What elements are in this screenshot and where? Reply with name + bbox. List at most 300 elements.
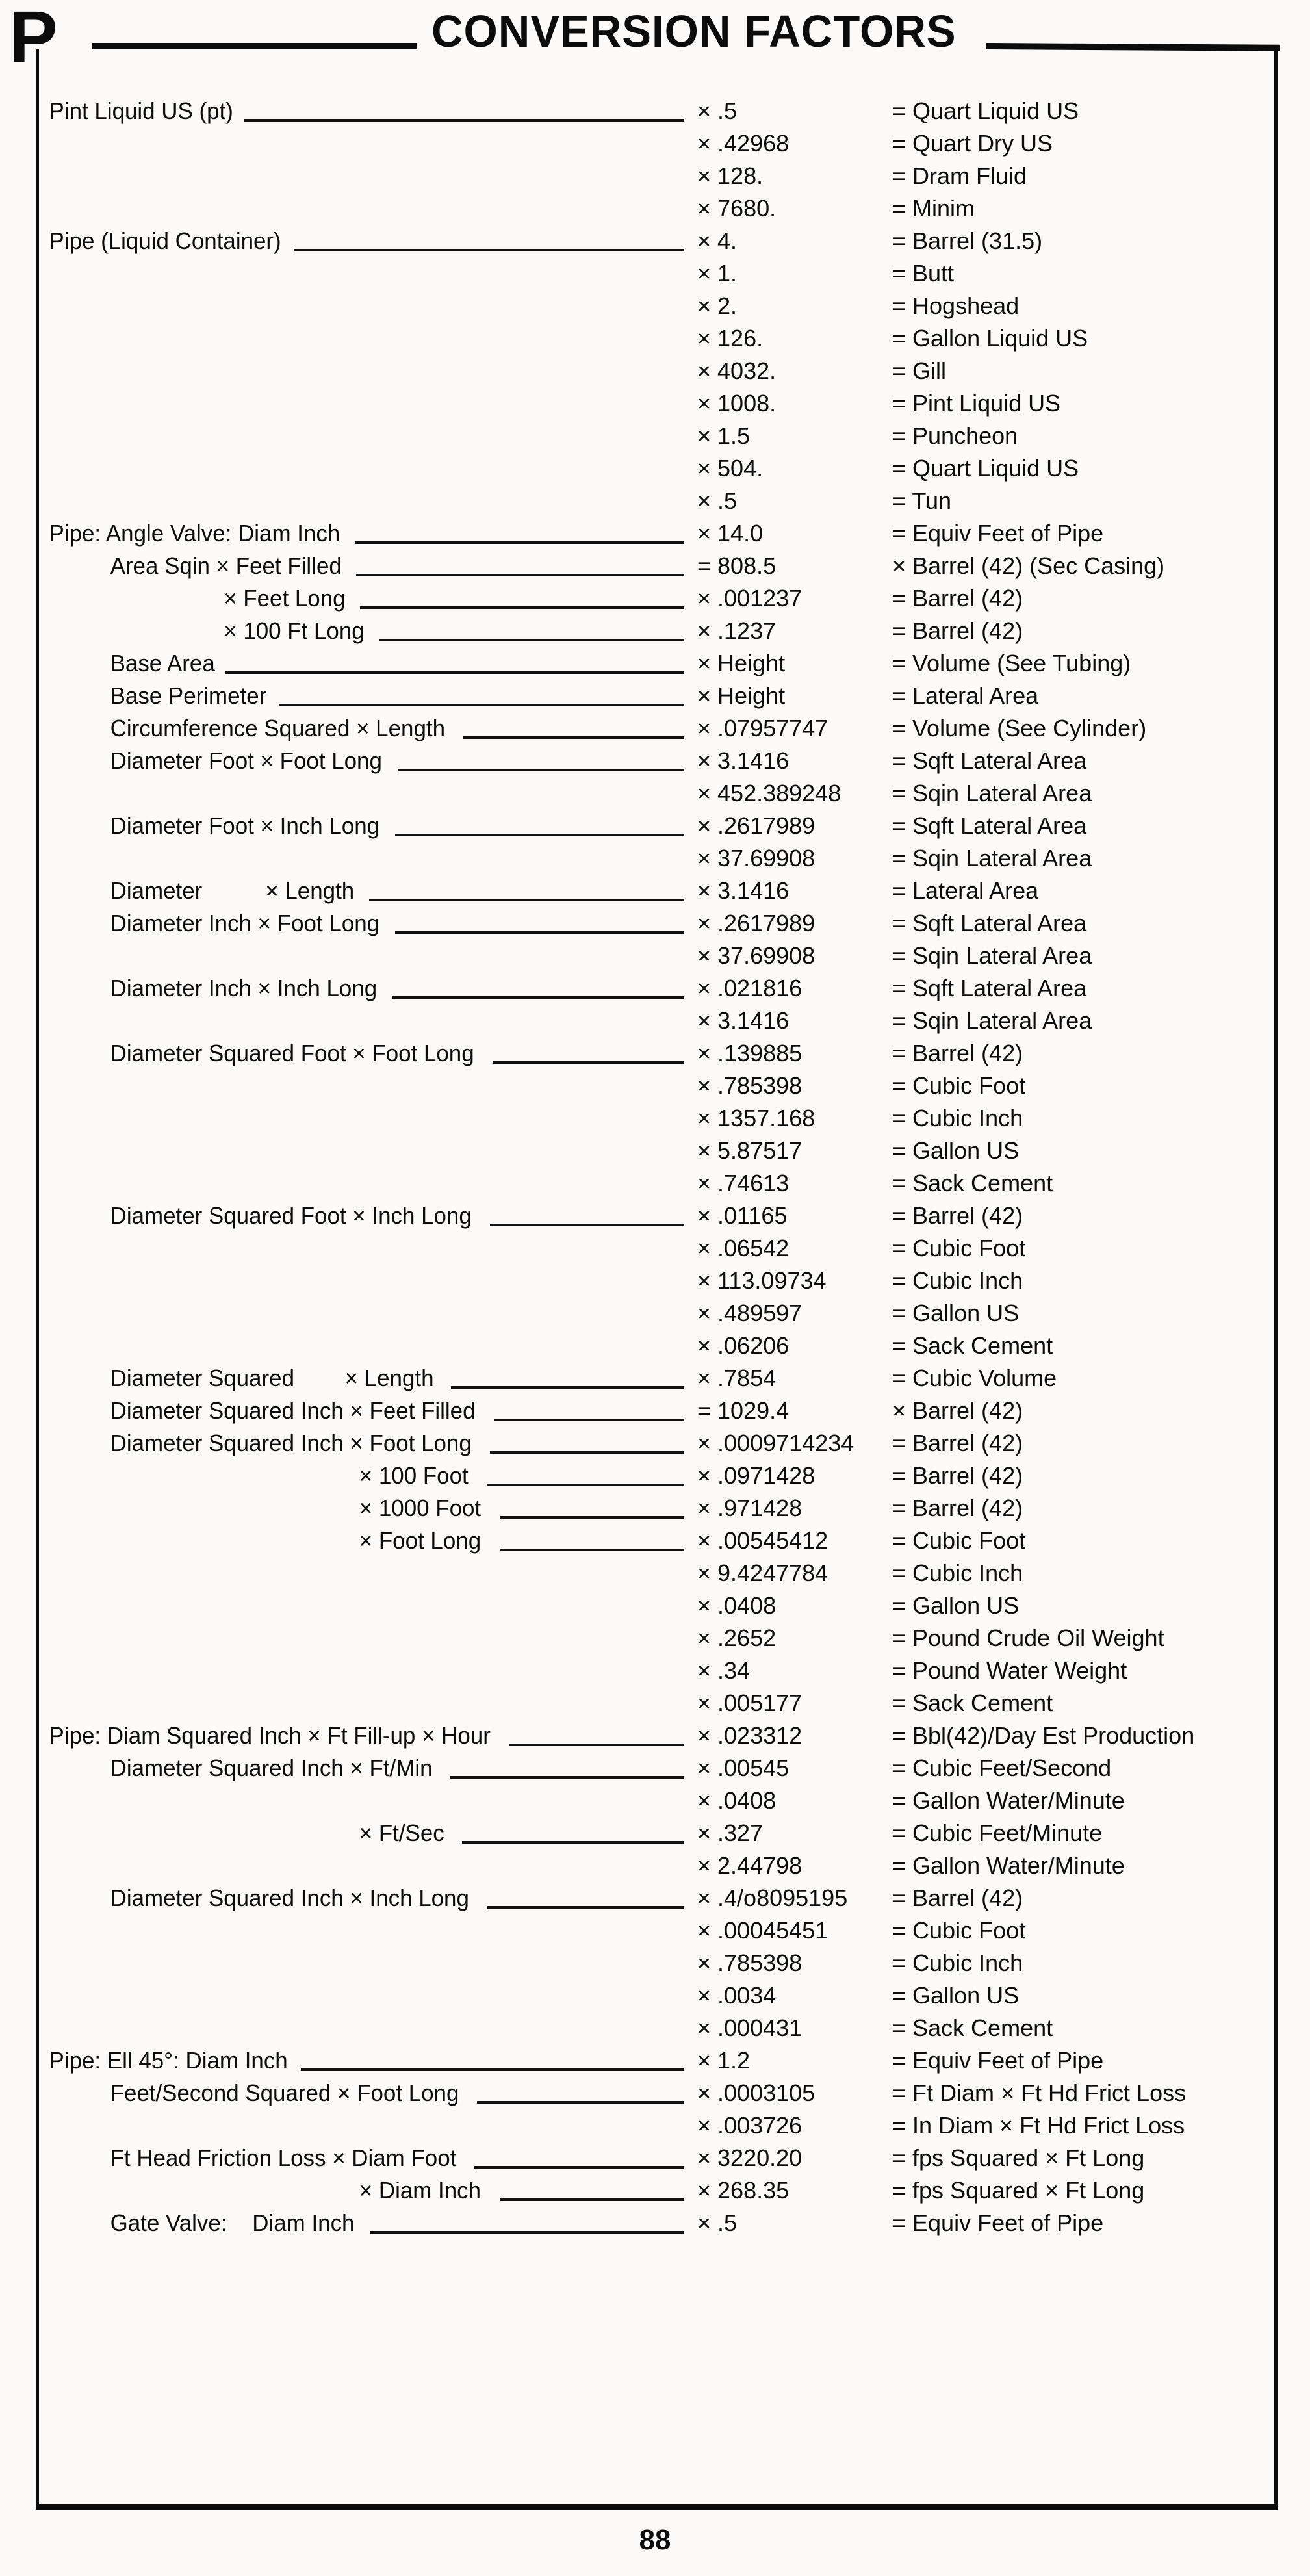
conversion-row [39,1492,1274,1525]
conversion-row [39,1687,1274,1719]
row-label: Diameter Squared Inch × Ft/Min [110,1755,433,1781]
row-result: = Quart Dry US [892,130,1053,157]
conversion-row [39,1719,1274,1752]
conversion-row [39,2077,1274,2109]
row-label: Feet/Second Squared × Foot Long [110,2080,459,2106]
conversion-row [39,1525,1274,1557]
conversion-table [39,49,1274,2239]
row-result: = Sqft Lateral Area [892,975,1087,1001]
row-label-zone [39,615,697,647]
row-factor: = 1029.4 [697,1397,790,1424]
leader-line [451,1362,684,1389]
conversion-row [39,257,1274,290]
row-label: Pipe: Ell 45°: Diam Inch [49,2047,288,2074]
row-result: = Barrel (42) [892,1495,1023,1521]
conversion-row [39,1135,1274,1167]
row-label: Pipe (Liquid Container) [49,227,281,254]
conversion-row [39,1784,1274,1817]
header-rule-left [92,43,417,49]
page-number: 88 [639,2524,671,2556]
row-factor: × .00545412 [697,1527,828,1554]
row-label-zone [39,647,697,680]
row-factor: × .2617989 [697,910,816,936]
row-result: = Hogshead [892,292,1020,319]
leader-line [500,1525,684,1551]
row-factor: × .785398 [697,1950,803,1976]
row-factor: × .001237 [697,585,803,612]
conversion-row [39,1265,1274,1297]
conversion-row [39,127,1274,160]
leader-line [279,680,684,706]
row-factor: × 4032. [697,357,777,384]
row-label-zone [39,1037,697,1070]
row-factor: × .00545 [697,1755,790,1781]
row-factor: × 1.2 [697,2047,751,2074]
row-label: × 100 Ft Long [224,617,365,644]
row-factor: × .5 [697,487,738,514]
row-label-zone [39,127,697,160]
row-factor: × .42968 [697,130,790,157]
conversion-row [39,387,1274,420]
conversion-row [39,1817,1274,1849]
leader-line [294,225,684,251]
leader-line [494,1395,684,1421]
leader-line [477,2077,684,2104]
row-factor: × .0971428 [697,1462,816,1489]
row-label-zone [39,225,697,257]
leader-line [450,1752,684,1779]
row-label-zone [39,875,697,907]
row-factor: × .5 [697,2209,738,2236]
leader-line [463,712,684,739]
row-label-zone [39,1655,697,1687]
row-result: = Gallon Water/Minute [892,1787,1125,1814]
conversion-row [39,1037,1274,1070]
conversion-row [39,225,1274,257]
row-label: × Foot Long [359,1527,482,1554]
conversion-row [39,1330,1274,1362]
row-factor: × .7854 [697,1365,777,1391]
row-label-zone [39,1914,697,1947]
row-label-zone [39,1882,697,1914]
row-result: = Barrel (42) [892,1430,1023,1456]
row-label-zone [39,95,697,127]
row-label-zone [39,2109,697,2142]
conversion-row [39,2044,1274,2077]
row-result: = Sack Cement [892,1690,1053,1716]
row-label-zone [39,745,697,777]
row-factor: × 3.1416 [697,1007,790,1034]
row-label-zone [39,1167,697,1200]
conversion-row [39,1005,1274,1037]
row-factor: × .0003105 [697,2080,816,2106]
row-factor: × 1. [697,260,738,287]
row-result: = Sqin Lateral Area [892,845,1092,871]
row-factor: × .5 [697,97,738,124]
row-result: = Tun [892,487,952,514]
leader-line [301,2044,684,2071]
row-label-zone [39,322,697,355]
row-result: = fps Squared × Ft Long [892,2177,1145,2204]
page-title: CONVERSION FACTORS [431,6,957,57]
row-result: = Gallon US [892,1982,1020,2009]
row-label-zone [39,160,697,192]
row-result: = Cubic Inch [892,1267,1023,1294]
row-result: = Gallon Liquid US [892,325,1088,352]
row-label: Diameter × Length [110,877,355,904]
row-result: = Quart Liquid US [892,455,1079,482]
conversion-row [39,907,1274,940]
row-factor: × .023312 [697,1722,803,1749]
leader-line [370,2207,685,2234]
row-label: Pint Liquid US (pt) [49,97,233,124]
row-factor: × 3.1416 [697,877,790,904]
row-result: = Pint Liquid US [892,390,1061,417]
row-result: = Minim [892,195,975,222]
row-result: = Cubic Foot [892,1917,1026,1944]
row-factor: × .005177 [697,1690,803,1716]
row-result: = Sack Cement [892,1332,1053,1359]
row-label-zone [39,1492,697,1525]
row-result: = Equiv Feet of Pipe [892,520,1104,547]
conversion-row [39,1979,1274,2012]
row-label: Diameter Squared Foot × Foot Long [110,1040,474,1066]
row-label-zone [39,1622,697,1655]
conversion-row [39,322,1274,355]
leader-line [395,810,684,836]
row-label-zone [39,2012,697,2044]
row-factor: × 268.35 [697,2177,790,2204]
row-label-zone [39,777,697,810]
row-label-zone [39,550,697,582]
row-factor: × .00045451 [697,1917,828,1944]
row-factor: × .000431 [697,2015,803,2041]
row-factor: × 452.389248 [697,780,841,806]
row-result: = Gallon US [892,1300,1020,1326]
conversion-row [39,1232,1274,1265]
row-label-zone [39,2044,697,2077]
row-result: × Barrel (42) [892,1397,1023,1424]
row-factor: × 1357.168 [697,1105,816,1131]
leader-line [360,582,684,609]
row-factor: × 504. [697,455,764,482]
row-factor: × .07957747 [697,715,828,741]
row-result: = fps Squared × Ft Long [892,2145,1145,2171]
row-factor: × 37.69908 [697,845,816,871]
row-label-zone [39,485,697,517]
row-factor: × 3.1416 [697,747,790,774]
row-result: = Barrel (42) [892,585,1023,612]
row-label: × Diam Inch [359,2177,482,2204]
leader-line [369,875,684,901]
row-factor: × .327 [697,1820,764,1846]
row-label-zone [39,1297,697,1330]
leader-line [487,1460,684,1486]
row-label: Area Sqin × Feet Filled [110,552,342,579]
row-factor: × .34 [697,1657,751,1684]
row-result: = Barrel (42) [892,1885,1023,1911]
leader-line [392,972,684,999]
conversion-row [39,680,1274,712]
row-label: Circumference Squared × Length [110,715,445,741]
leader-line [500,2174,684,2201]
row-label-zone [39,1200,697,1232]
conversion-row [39,290,1274,322]
row-result: = Sack Cement [892,2015,1053,2041]
row-label-zone [39,810,697,842]
row-result: = Ft Diam × Ft Hd Frict Loss [892,2080,1187,2106]
leader-line [244,95,684,122]
conversion-row [39,810,1274,842]
leader-line [356,550,684,576]
conversion-row [39,2109,1274,2142]
row-label-zone [39,452,697,485]
row-result: = Barrel (42) [892,1202,1023,1229]
conversion-row [39,1102,1274,1135]
row-result: = Cubic Feet/Minute [892,1820,1103,1846]
row-factor: × 9.4247784 [697,1560,828,1586]
row-label: × Feet Long [224,585,346,612]
row-label-zone [39,1265,697,1297]
row-label-zone [39,387,697,420]
conversion-row [39,485,1274,517]
row-result: = Cubic Inch [892,1950,1023,1976]
row-label-zone [39,1752,697,1784]
row-result: = Butt [892,260,955,287]
conversion-row [39,550,1274,582]
row-result: = Sack Cement [892,1170,1053,1196]
leader-line [490,1427,684,1454]
row-label: Diameter Squared Inch × Feet Filled [110,1397,476,1424]
row-result: = In Diam × Ft Hd Frict Loss [892,2112,1185,2139]
row-label-zone [39,1979,697,2012]
row-label-zone [39,842,697,875]
row-result: = Cubic Inch [892,1105,1023,1131]
row-result: = Pound Crude Oil Weight [892,1625,1164,1651]
row-factor: × 113.09734 [697,1267,827,1294]
conversion-row [39,355,1274,387]
row-label-zone [39,1557,697,1590]
conversion-row [39,615,1274,647]
row-factor: × 37.69908 [697,942,816,969]
row-label-zone [39,680,697,712]
row-label-zone [39,1849,697,1882]
row-label-zone [39,1232,697,1265]
leader-line [490,1200,684,1226]
conversion-row [39,1362,1274,1395]
row-result: = Gallon Water/Minute [892,1852,1125,1879]
row-label-zone [39,2174,697,2207]
row-result: = Barrel (31.5) [892,227,1043,254]
row-result: = Sqin Lateral Area [892,780,1092,806]
conversion-row [39,1752,1274,1784]
row-label: Pipe: Diam Squared Inch × Ft Fill-up × Hour [49,1722,491,1749]
row-label: Diameter Squared × Length [110,1365,434,1391]
row-label-zone [39,1427,697,1460]
row-label-zone [39,1460,697,1492]
row-label-zone [39,1395,697,1427]
row-result: = Barrel (42) [892,1040,1023,1066]
conversion-row [39,2207,1274,2239]
row-factor: × 7680. [697,195,777,222]
row-result: = Pound Water Weight [892,1657,1127,1684]
row-label-zone [39,1525,697,1557]
conversion-row [39,940,1274,972]
row-factor: × .06542 [697,1235,790,1261]
row-label-zone [39,290,697,322]
row-result: = Volume (See Cylinder) [892,715,1147,741]
conversion-row [39,1655,1274,1687]
row-factor: × .139885 [697,1040,803,1066]
row-label-zone [39,1719,697,1752]
row-factor: × .003726 [697,2112,803,2139]
conversion-row [39,1460,1274,1492]
leader-line [395,907,684,934]
conversion-row [39,1427,1274,1460]
leader-line [474,2142,684,2169]
conversion-row [39,1947,1274,1979]
row-factor: × .4/o8095195 [697,1885,848,1911]
row-label: Diameter Inch × Foot Long [110,910,380,936]
row-label-zone [39,192,697,225]
leader-line [355,517,684,544]
conversion-row [39,1297,1274,1330]
row-label: Diameter Inch × Inch Long [110,975,378,1001]
row-label-zone [39,1817,697,1849]
leader-line [500,1492,684,1519]
row-result: = Barrel (42) [892,1462,1023,1489]
row-result: = Quart Liquid US [892,97,1079,124]
row-factor: × .0034 [697,1982,777,2009]
row-factor: × 128. [697,162,764,189]
conversion-row [39,2142,1274,2174]
conversion-row [39,1167,1274,1200]
conversion-row [39,192,1274,225]
row-label-zone [39,1135,697,1167]
conversion-row [39,1882,1274,1914]
conversion-row [39,712,1274,745]
row-label-zone [39,907,697,940]
row-label: × 100 Foot [359,1462,469,1489]
leader-line [493,1037,684,1064]
conversion-row [39,2174,1274,2207]
row-label: Diameter Foot × Foot Long [110,747,382,774]
row-label-zone [39,1947,697,1979]
row-label-zone [39,420,697,452]
row-label: Pipe: Angle Valve: Diam Inch [49,520,340,547]
row-factor: × 2.44798 [697,1852,803,1879]
row-result: = Gill [892,357,947,384]
row-factor: × .06206 [697,1332,790,1359]
row-result: = Sqft Lateral Area [892,812,1087,839]
row-label: Diameter Foot × Inch Long [110,812,380,839]
row-factor: × 1008. [697,390,777,417]
row-label-zone [39,582,697,615]
conversion-row [39,1849,1274,1882]
row-factor: × .0009714234 [697,1430,854,1456]
conversion-row [39,1395,1274,1427]
row-label-zone [39,355,697,387]
row-factor: × .021816 [697,975,803,1001]
row-label: Diameter Squared Foot × Inch Long [110,1202,472,1229]
row-label-zone [39,1362,697,1395]
conversion-row [39,842,1274,875]
leader-line [509,1719,684,1746]
row-result: = Gallon US [892,1137,1020,1164]
conversion-factors-box [36,49,1278,2510]
row-label-zone [39,1102,697,1135]
conversion-row [39,1200,1274,1232]
row-result: = Gallon US [892,1592,1020,1619]
row-factor: × 3220.20 [697,2145,803,2171]
row-label-zone [39,1687,697,1719]
row-result: = Sqft Lateral Area [892,910,1087,936]
row-label: × 1000 Foot [359,1495,482,1521]
row-factor: × 2. [697,292,738,319]
row-factor: × .1237 [697,617,777,644]
row-result: = Cubic Foot [892,1072,1026,1099]
row-label-zone [39,1005,697,1037]
row-factor: × .785398 [697,1072,803,1099]
row-label-zone [39,2207,697,2239]
row-factor: × 5.87517 [697,1137,803,1164]
conversion-row [39,647,1274,680]
row-result: = Cubic Foot [892,1527,1026,1554]
leader-line [398,745,684,771]
conversion-row [39,2012,1274,2044]
row-result: = Lateral Area [892,877,1039,904]
leader-line [379,615,684,641]
row-result: = Sqin Lateral Area [892,1007,1092,1034]
conversion-row [39,517,1274,550]
row-result: = Bbl(42)/Day Est Production [892,1722,1195,1749]
row-label-zone [39,1784,697,1817]
row-result: = Equiv Feet of Pipe [892,2047,1104,2074]
conversion-row [39,420,1274,452]
row-result: = Cubic Inch [892,1560,1023,1586]
row-result: = Cubic Foot [892,1235,1026,1261]
row-factor: × 126. [697,325,764,352]
row-label: Ft Head Friction Loss × Diam Foot [110,2145,457,2171]
row-result: = Cubic Feet/Second [892,1755,1112,1781]
row-label-zone [39,2142,697,2174]
conversion-row [39,1557,1274,1590]
row-label: Diameter Squared Inch × Inch Long [110,1885,469,1911]
row-label: Base Area [110,650,215,676]
row-label-zone [39,257,697,290]
conversion-row [39,1070,1274,1102]
row-label-zone [39,517,697,550]
row-label: Gate Valve: Diam Inch [110,2209,355,2236]
row-label-zone [39,1590,697,1622]
row-result: = Volume (See Tubing) [892,650,1131,676]
leader-line [225,647,684,674]
row-label-zone [39,940,697,972]
row-factor: × 14.0 [697,520,764,547]
conversion-row [39,582,1274,615]
row-factor: × .01165 [697,1202,788,1229]
row-result: = Equiv Feet of Pipe [892,2209,1104,2236]
row-label: Diameter Squared Inch × Foot Long [110,1430,472,1456]
conversion-row [39,745,1274,777]
row-factor: × .489597 [697,1300,803,1326]
row-result: = Lateral Area [892,682,1039,709]
row-label-zone [39,712,697,745]
row-result: = Barrel (42) [892,617,1023,644]
conversion-row [39,95,1274,127]
row-label-zone [39,2077,697,2109]
row-result: = Dram Fluid [892,162,1027,189]
